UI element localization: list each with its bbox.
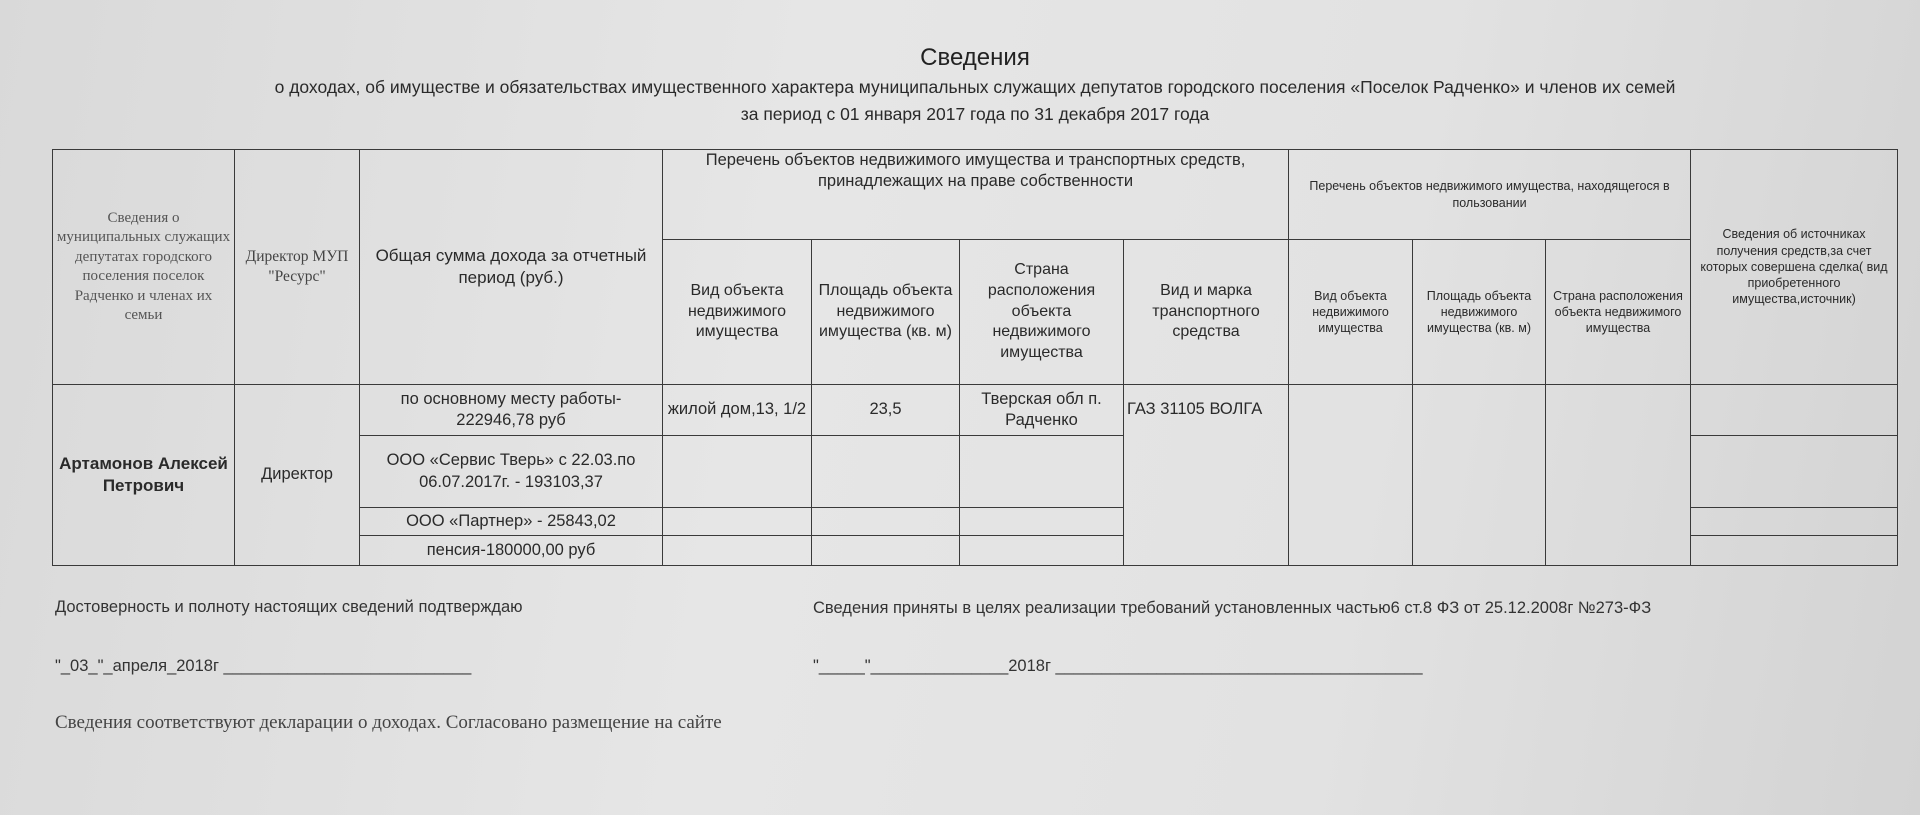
empty-cell (663, 436, 812, 508)
accepted-statement: Сведения приняты в целях реализации требований установленных частью6 ст.8 ФЗ от 25.12.2008г №273-ФЗ (813, 599, 1652, 617)
header-income: Общая сумма дохода за отчетный период (руб.) (360, 150, 663, 385)
page-title: Сведения (920, 44, 1030, 71)
header-sources: Сведения об источниках получения средств,за счет которых совершена сделка( вид приобретенного имущества,источник) (1691, 150, 1898, 385)
header-owned-country: Страна расположения объекта недвижимого имущества (960, 240, 1124, 385)
accepted-date: "_____"_______________2018г ________________________________________ (813, 657, 1423, 675)
declarant-name: Артамонов Алексей Петрович (53, 385, 235, 566)
publication-note: Сведения соответствуют декларации о доходах. Согласовано размещение на сайте (55, 712, 722, 733)
page-subtitle: о доходах, об имуществе и обязательствах имущественного характера муниципальных служащих депутатов городского поселения «Поселок Радченко» и членов их семей (274, 77, 1676, 97)
income-pension: пенсия-180000,00 руб (360, 536, 663, 566)
owned-object-area: 23,5 (812, 385, 960, 436)
declarant-position: Директор (235, 385, 360, 566)
empty-cell (812, 436, 960, 508)
empty-cell (812, 508, 960, 536)
owned-object-country: Тверская обл п. Радченко (960, 385, 1124, 436)
income-service-tver: ООО «Сервис Тверь» с 22.03.по 06.07.2017г. - 193103,37 (360, 436, 663, 508)
reporting-period: за период с 01 января 2017 года по 31 декабря 2017 года (740, 104, 1210, 124)
empty-cell (960, 436, 1124, 508)
header-person: Сведения о муниципальных служащих депутатах городского поселения поселок Радченко и членах их семьи (53, 150, 235, 385)
income-partner: ООО «Партнер» - 25843,02 (360, 508, 663, 536)
header-used-type: Вид объекта недвижимого имущества (1289, 240, 1413, 385)
header-used-country: Страна расположения объекта недвижимого имущества (1546, 240, 1691, 385)
empty-cell (663, 508, 812, 536)
used-type-cell (1289, 385, 1413, 566)
income-main-job: по основному месту работы- 222946,78 руб (360, 385, 663, 436)
sources-cell (1691, 536, 1898, 566)
header-used-group: Перечень объектов недвижимого имущества, находящегося в пользовании (1289, 150, 1691, 240)
owned-object-type: жилой дом,13, 1/2 (663, 385, 812, 436)
header-owned-group: Перечень объектов недвижимого имущества и транспортных средств, принадлежащих на праве собственности (663, 150, 1289, 240)
header-position: Директор МУП "Ресурс" (235, 150, 360, 385)
header-owned-type: Вид объекта недвижимого имущества (663, 240, 812, 385)
confirm-statement: Достоверность и полноту настоящих сведений подтверждаю (55, 598, 523, 616)
header-vehicles: Вид и марка транспортного средства (1124, 240, 1289, 385)
empty-cell (960, 508, 1124, 536)
sources-cell (1691, 436, 1898, 508)
header-used-area: Площадь объекта недвижимого имущества (кв. м) (1413, 240, 1546, 385)
empty-cell (663, 536, 812, 566)
vehicle: ГАЗ 31105 ВОЛГА (1124, 385, 1289, 566)
declaration-table (52, 149, 1898, 566)
used-area-cell (1413, 385, 1546, 566)
empty-cell (960, 536, 1124, 566)
sources-cell (1691, 385, 1898, 436)
used-country-cell (1546, 385, 1691, 566)
confirm-date: "_03_"_апреля_2018г ___________________________ (55, 657, 472, 675)
empty-cell (812, 536, 960, 566)
sources-cell (1691, 508, 1898, 536)
header-owned-area: Площадь объекта недвижимого имущества (кв. м) (812, 240, 960, 385)
